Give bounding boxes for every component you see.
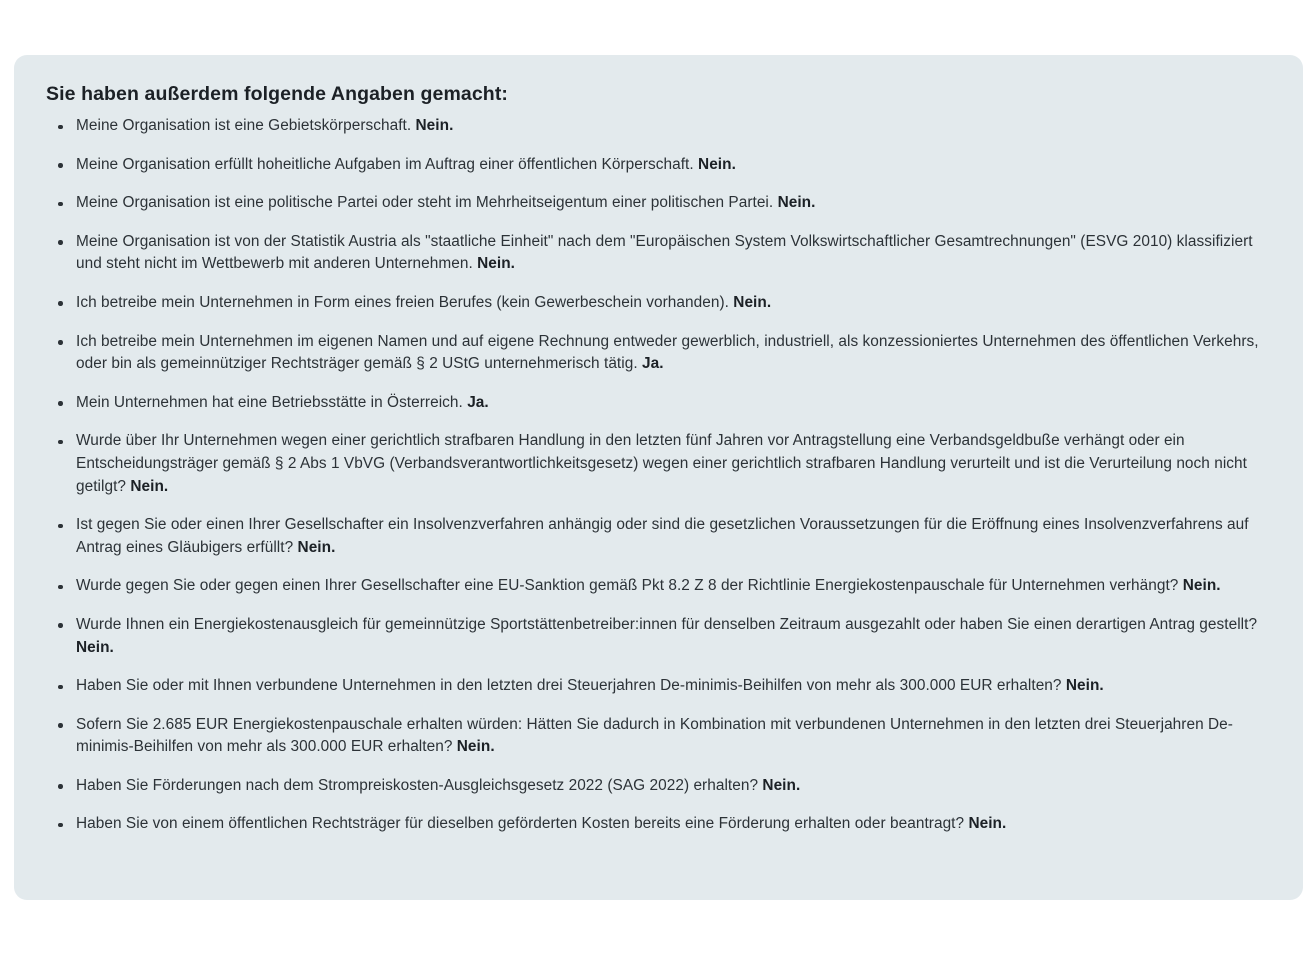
statement-answer: Nein. <box>698 155 736 173</box>
statement-item <box>32 392 1273 415</box>
statement-question: Ist gegen Sie oder einen Ihrer Gesellschafter ein Insolvenzverfahren anhängig oder sind die gesetzlichen Voraussetzungen für die Eröffnung eines Insolvenzverfahrens auf Antrag eines Gläubigers erfüllt? <box>76 516 1249 556</box>
statement-answer: Ja. <box>642 355 664 373</box>
statement-question: Haben Sie oder mit Ihnen verbundene Unternehmen in den letzten drei Steuerjahren De-minimis-Beihilfen von mehr als 300.000 EUR erhalten? <box>76 677 1062 695</box>
statement-answer: Nein. <box>1065 677 1104 695</box>
statement-item <box>32 813 1273 836</box>
statement-item <box>32 430 1273 498</box>
declarations-summary-panel <box>14 55 1303 900</box>
statement-answer: Nein. <box>777 194 816 212</box>
statement-answer: Nein. <box>76 638 114 656</box>
panel-heading: Sie haben außerdem folgende Angaben gemacht: <box>46 83 509 105</box>
statement-answer: Nein. <box>456 738 495 756</box>
statement-answer: Nein. <box>733 293 772 311</box>
statement-item <box>32 331 1273 376</box>
statement-item <box>32 192 1273 215</box>
statement-answer: Nein. <box>968 815 1007 833</box>
statement-item <box>32 231 1273 276</box>
statement-answer: Ja. <box>467 393 489 411</box>
statement-answer: Nein. <box>762 776 801 794</box>
statement-item <box>32 115 1273 138</box>
statement-answer: Nein. <box>130 477 169 495</box>
statement-question: Wurde über Ihr Unternehmen wegen einer gerichtlich strafbaren Handlung in den letzten fünf Jahren vor Antragstellung eine Verbandsgeldbuße verhängt oder ein Entscheidungsträger gemäß § 2 Abs 1 VbVG (Verbandsverantwortlichkeitsgesetz) wegen einer gerichtlich strafbaren Handlung verurteilt und ist die Verurteilung noch nicht getilgt? <box>76 432 1247 495</box>
statement-question: Haben Sie Förderungen nach dem Strompreiskosten-Ausgleichsgesetz 2022 (SAG 2022) erhalten? <box>76 776 759 794</box>
statement-item <box>32 514 1273 559</box>
statement-question: Wurde Ihnen ein Energiekostenausgleich für gemeinnützige Sportstättenbetreiber:innen für denselben Zeitraum ausgezahlt oder haben Sie einen derartigen Antrag gestellt? <box>76 615 1258 633</box>
statement-item <box>32 575 1273 598</box>
statement-answer: Nein. <box>415 117 454 134</box>
statement-question: Meine Organisation ist von der Statistik Austria als "staatliche Einheit" nach dem "Europäischen System Volkswirtschaftlicher Gesamtrechnungen" (ESVG 2010) klassifiziert und steht nicht im Wettbewerb mit anderen Unternehmen. <box>76 232 1253 273</box>
statement-question: Meine Organisation erfüllt hoheitliche Aufgaben im Auftrag einer öffentlichen Körperschaft. <box>76 155 694 173</box>
statement-item <box>32 154 1273 177</box>
statement-question: Haben Sie von einem öffentlichen Rechtsträger für dieselben geförderten Kosten bereits eine Förderung erhalten oder beantragt? <box>76 815 965 833</box>
statement-item <box>32 714 1273 759</box>
statement-question: Meine Organisation ist eine politische Partei oder steht im Mehrheitseigentum einer politischen Partei. <box>76 194 774 212</box>
statement-answer: Nein. <box>1182 577 1221 595</box>
statement-item <box>32 775 1273 798</box>
statement-question: Mein Unternehmen hat eine Betriebsstätte in Österreich. <box>76 393 463 411</box>
statement-question: Meine Organisation ist eine Gebietskörperschaft. <box>76 117 412 134</box>
statement-answer: Nein. <box>477 255 516 273</box>
statement-question: Ich betreibe mein Unternehmen im eigenen Namen und auf eigene Rechnung entweder gewerblich, industriell, als konzessioniertes Unternehmen des öffentlichen Verkehrs, oder bin als gemeinnütziger Rechtsträger gemäß § 2 UStG unternehmerisch tätig. <box>76 332 1259 373</box>
statement-item <box>32 675 1273 698</box>
statement-item <box>32 614 1273 659</box>
statement-answer: Nein. <box>297 538 336 556</box>
statement-question: Ich betreibe mein Unternehmen in Form eines freien Berufes (kein Gewerbeschein vorhanden). <box>76 293 729 311</box>
statement-question: Wurde gegen Sie oder gegen einen Ihrer Gesellschafter eine EU-Sanktion gemäß Pkt 8.2 Z 8 der Richtlinie Energiekostenpauschale für Unternehmen verhängt? <box>76 577 1179 595</box>
statement-question: Sofern Sie 2.685 EUR Energiekostenpauschale erhalten würden: Hätten Sie dadurch in Kombination mit verbundenen Unternehmen in den letzten drei Steuerjahren De-minimis-Beihilfen von mehr als 300.000 EUR erhalten? <box>76 715 1233 756</box>
statement-item <box>32 292 1273 315</box>
statements-list <box>32 115 1273 836</box>
